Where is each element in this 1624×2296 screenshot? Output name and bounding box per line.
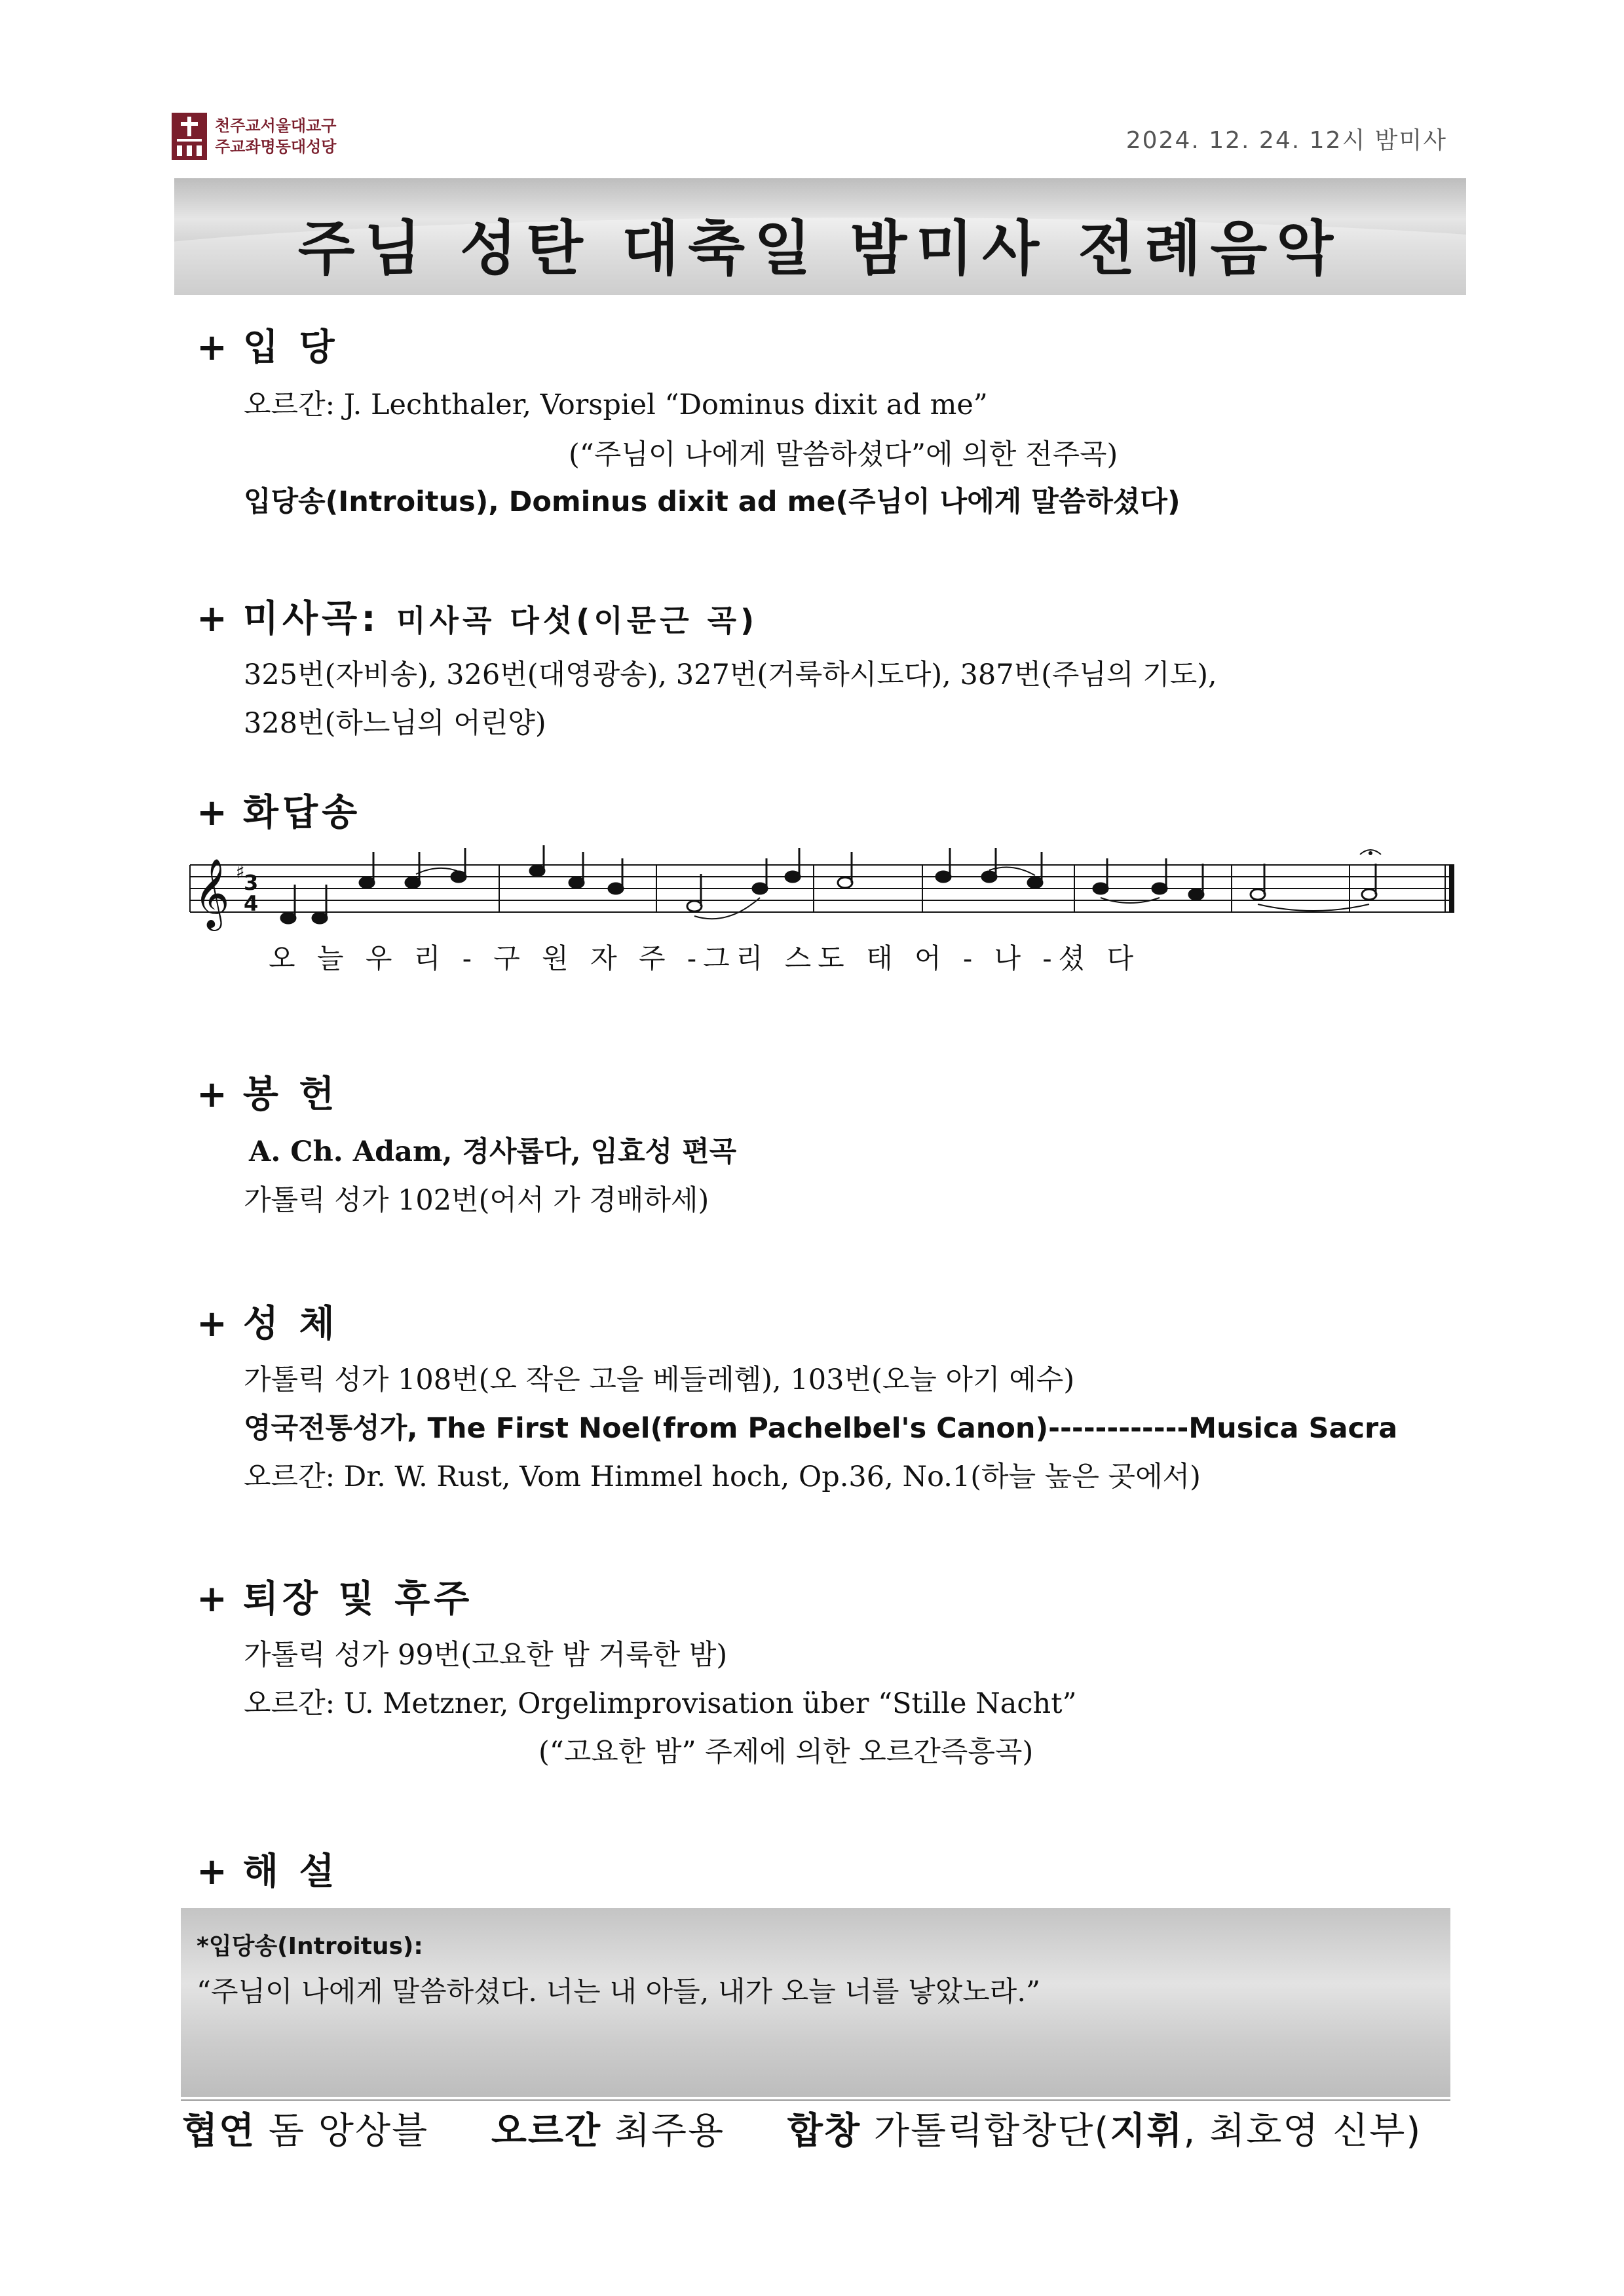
credit-organ-role: 오르간 — [491, 2110, 602, 2152]
footer-divider — [181, 2099, 1450, 2101]
section-mass-heading: + 미사곡: 미사곡 다섯(이문근 곡) — [197, 598, 759, 640]
commentary-quote: “주님이 나에게 말씀하셨다. 너는 내 아들, 내가 오늘 너를 낳았노라.” — [197, 1976, 1040, 2008]
offertory-line-2: 가톨릭 성가 102번(어서 가 경배하세) — [244, 1184, 709, 1217]
entrance-line-3: 입당송(Introitus), Dominus dixit ad me(주님이 나에게 말씀하셨다) — [244, 486, 1180, 518]
cross-icon: + — [197, 326, 231, 369]
credit-choir-name: 가톨릭합창단( — [873, 2110, 1110, 2152]
svg-text:4: 4 — [244, 891, 259, 916]
communion-line-1: 가톨릭 성가 108번(오 작은 고을 베들레헴), 103번(오늘 아기 예수) — [244, 1364, 1075, 1396]
credit-choir-role: 합창 — [787, 2110, 861, 2152]
offertory-line-1: A. Ch. Adam, 경사롭다, 임효성 편곡 — [249, 1136, 737, 1168]
mass-line-2: 328번(하느님의 어린양) — [244, 707, 546, 740]
section-offertory-heading: + 봉 헌 — [197, 1073, 339, 1116]
cross-icon: + — [197, 1073, 231, 1116]
cathedral-logo — [172, 113, 336, 160]
svg-text:𝄞: 𝄞 — [194, 858, 230, 928]
cross-icon: + — [197, 1850, 231, 1893]
cross-icon: + — [197, 792, 231, 834]
credit-conductor-role: 지휘 — [1110, 2110, 1184, 2152]
recessional-line-1: 가톨릭 성가 99번(고요한 밤 거룩한 밤) — [244, 1639, 728, 1672]
section-entrance-heading: + 입 당 — [197, 326, 339, 369]
section-commentary-heading: + 해 설 — [197, 1850, 339, 1893]
page-title: 주님 성탄 대축일 밤미사 전례음악 — [297, 214, 1343, 283]
credit-organ-name: 최주용 — [614, 2110, 725, 2152]
cross-icon: + — [197, 1303, 231, 1345]
credit-ensemble-name: 돔 앙상블 — [269, 2110, 429, 2152]
title-banner — [174, 178, 1466, 295]
music-staff-icon — [183, 845, 1467, 937]
commentary-title: *입당송(Introitus): — [197, 1933, 423, 1960]
communion-line-2: 영국전통성가, The First Noel(from Pachelbel's Canon)------------Musica Sacra — [244, 1412, 1398, 1445]
mass-setting: 미사곡 다섯(이문근 곡) — [396, 603, 759, 638]
psalm-lyrics: 오 늘 우 리 - 구 원 자 주 -그리 스도 태 어 - 나 -셨 다 — [269, 942, 1141, 974]
cathedral-logo-icon — [172, 113, 207, 160]
entrance-line-1: 오르간: J. Lechthaler, Vorspiel “Dominus dixit ad me” — [244, 389, 988, 421]
recessional-line-3: (“고요한 밤” 주제에 의한 오르간즉흥곡) — [538, 1736, 1034, 1769]
recessional-line-2: 오르간: U. Metzner, Orgelimprovisation über “Stille Nacht” — [244, 1687, 1077, 1720]
communion-line-3: 오르간: Dr. W. Rust, Vom Himmel hoch, Op.36, No.1(하늘 높은 곳에서) — [244, 1461, 1201, 1493]
section-recessional-heading: + 퇴장 및 후주 — [197, 1578, 474, 1620]
section-communion-heading: + 성 체 — [197, 1303, 339, 1345]
mass-line-1: 325번(자비송), 326번(대영광송), 327번(거룩하시도다), 387번(주님의 기도), — [244, 659, 1217, 691]
performer-credits — [182, 2102, 1422, 2154]
credit-ensemble-role: 협연 — [182, 2110, 256, 2152]
cross-icon: + — [197, 598, 231, 640]
entrance-line-2: (“주님이 나에게 말씀하셨다”에 의한 전주곡) — [569, 438, 1118, 471]
svg-text:3: 3 — [244, 870, 259, 895]
section-psalm-heading: + 화답송 — [197, 792, 362, 834]
svg-text:♯: ♯ — [236, 861, 245, 883]
mass-date: 2024. 12. 24. 12시 밤미사 — [1125, 127, 1447, 154]
logo-line-2: 주교좌명동대성당 — [215, 138, 337, 156]
logo-line-1: 천주교서울대교구 — [215, 117, 337, 135]
cross-icon: + — [197, 1578, 231, 1620]
credit-conductor-name: , 최호영 신부) — [1183, 2110, 1422, 2152]
